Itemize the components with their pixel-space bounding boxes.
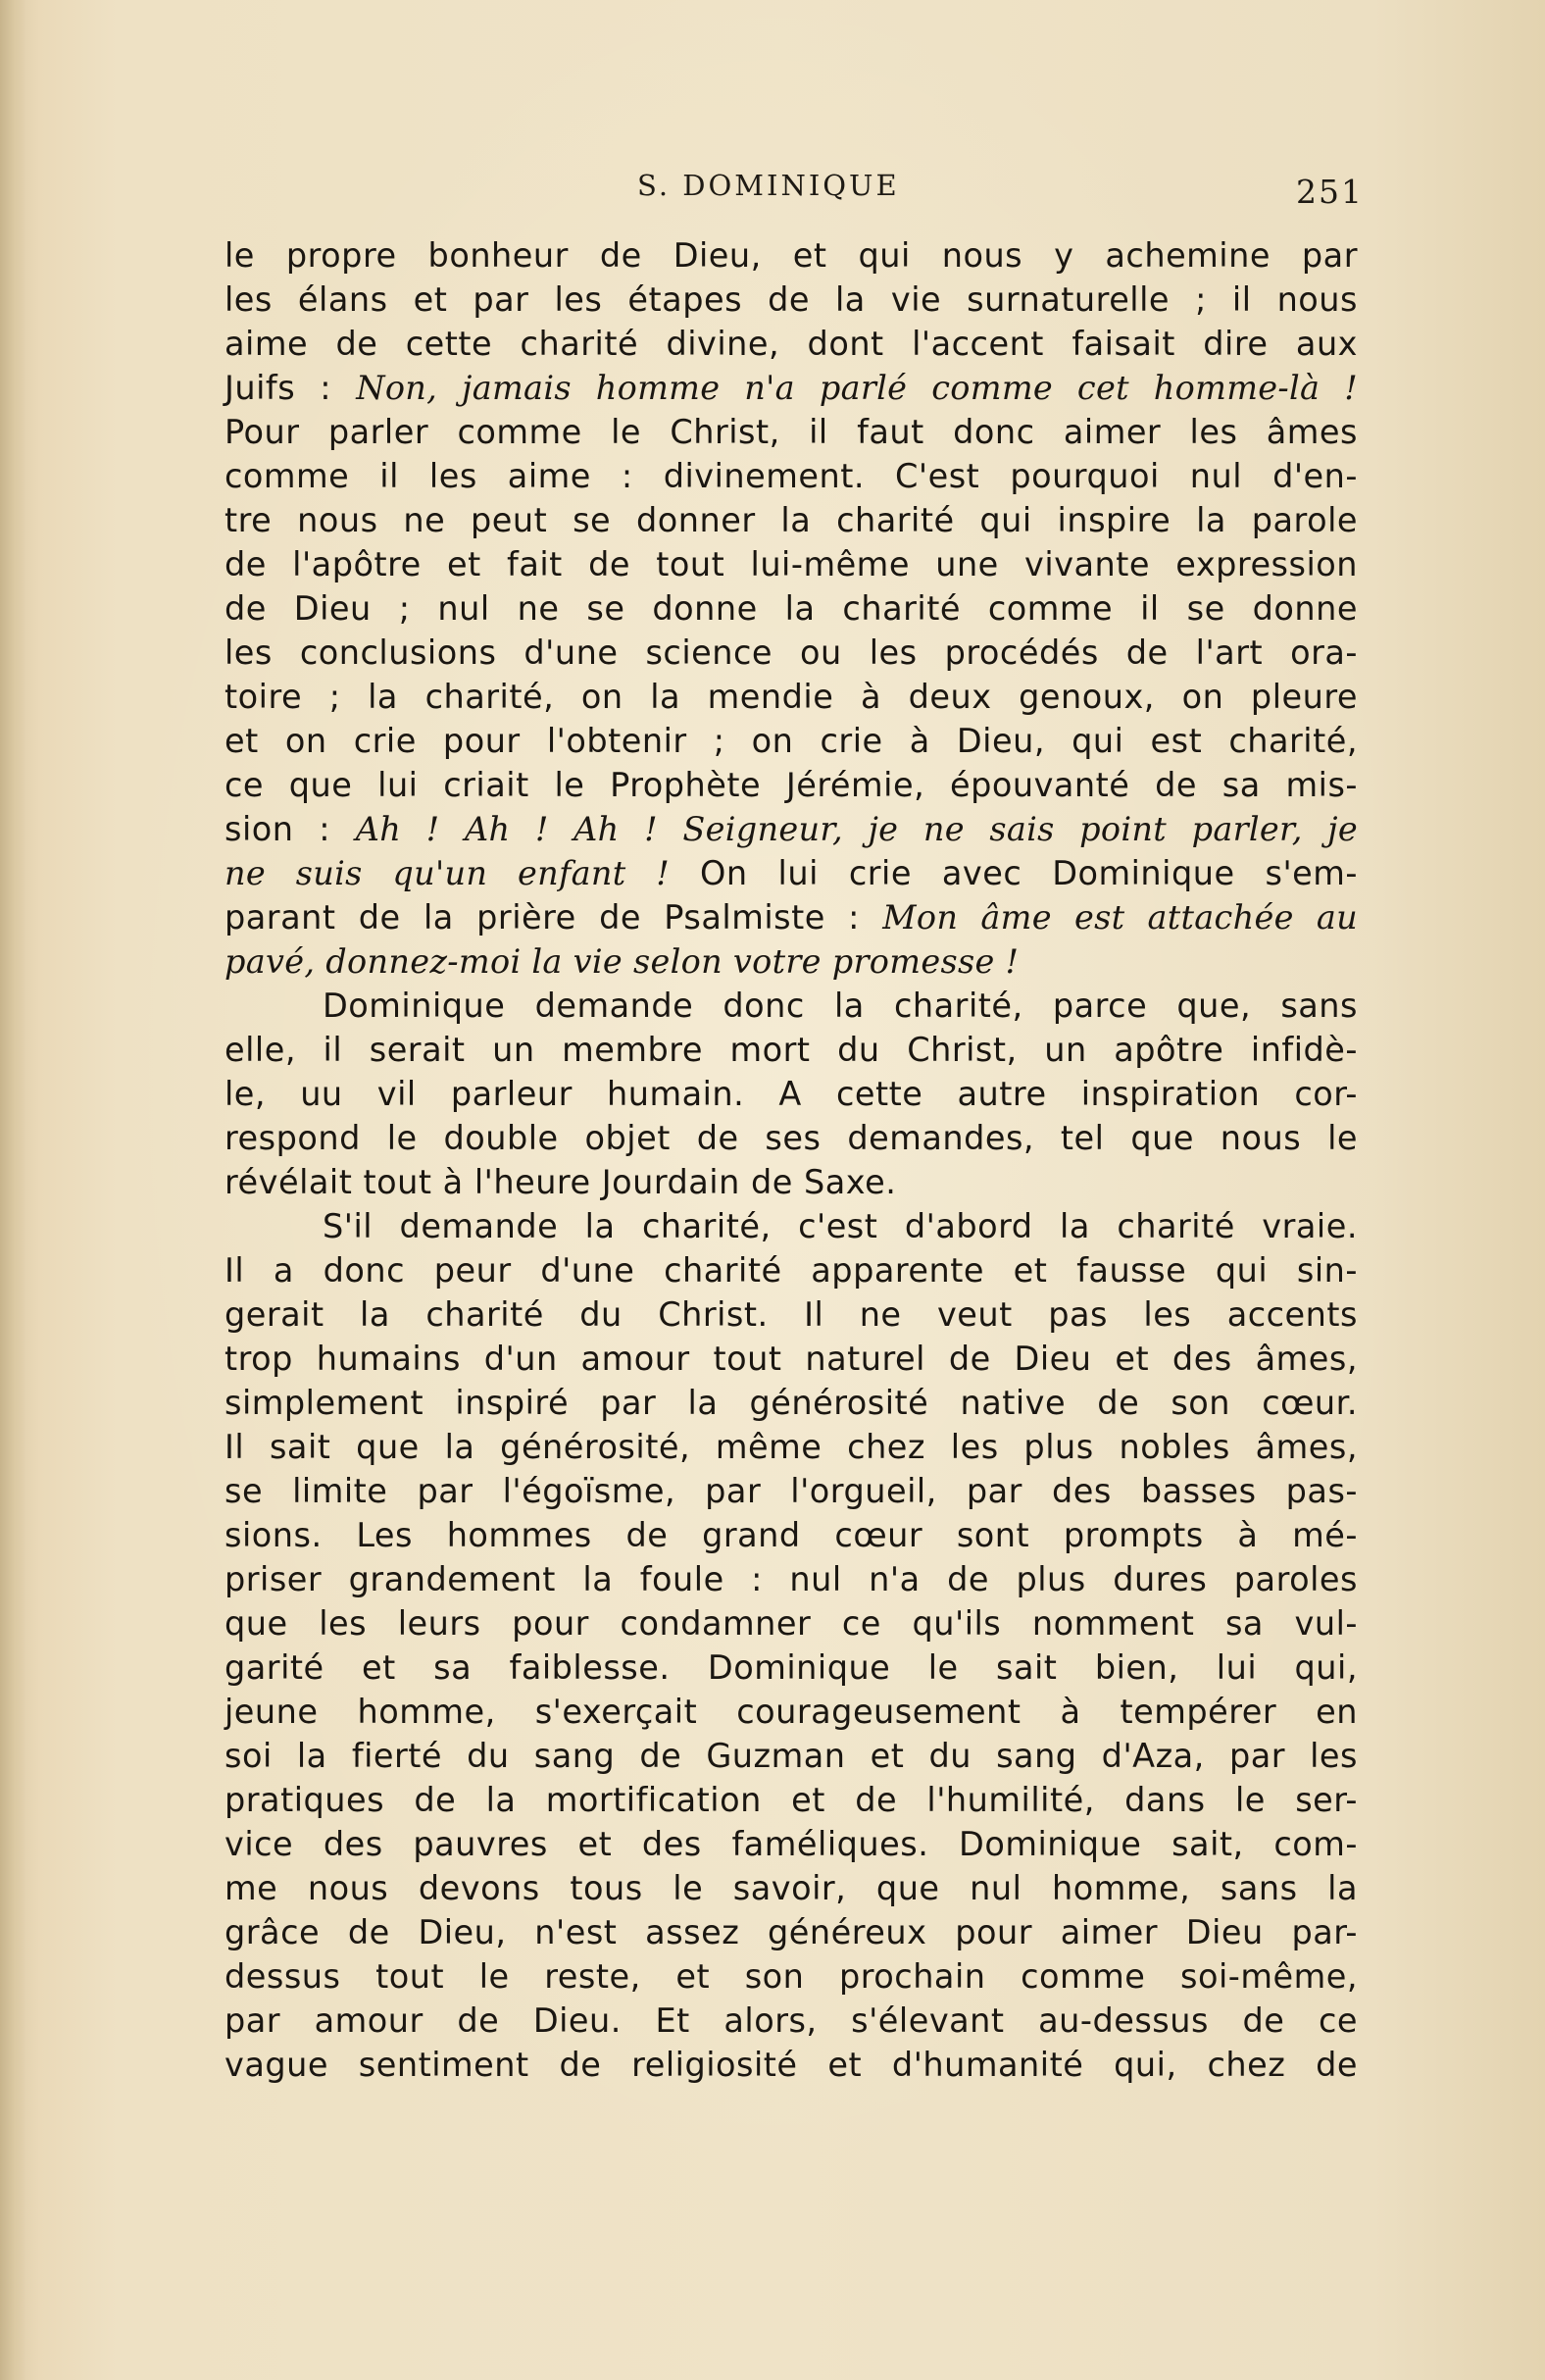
text-line: Il a donc peur d'une charité apparente et fausse qui sin- [224, 1251, 1358, 1290]
text-line: dessus tout le reste, et son prochain comme soi-même, [224, 1957, 1358, 1996]
text-line: simplement inspiré par la générosité native de son cœur. [224, 1384, 1358, 1422]
text-line: de l'apôtre et fait de tout lui-même une vivante expression [224, 545, 1358, 583]
text-line: que les leurs pour condamner ce qu'ils nomment sa vul- [224, 1604, 1358, 1643]
text-line: trop humains d'un amour tout naturel de Dieu et des âmes, [224, 1340, 1358, 1378]
text-span: sion : [224, 810, 356, 848]
text-line [224, 366, 1358, 410]
text-line: sions. Les hommes de grand cœur sont prompts à mé- [224, 1516, 1358, 1554]
text-line: jeune homme, s'exerçait courageusement à tempérer en [224, 1693, 1358, 1731]
text-line: de Dieu ; nul ne se donne la charité comme il se donne [224, 589, 1358, 628]
text-line: aime de cette charité divine, dont l'accent faisait dire aux [224, 325, 1358, 363]
italic-quotation: pavé, donnez-moi la vie selon votre promesse ! [224, 942, 1020, 981]
text-line: gerait la charité du Christ. Il ne veut pas les accents [224, 1295, 1358, 1334]
text-line: priser grandement la foule : nul n'a de plus dures paroles [224, 1560, 1358, 1598]
text-line [224, 895, 1358, 939]
italic-quotation: Ah ! Ah ! Ah ! Seigneur, je ne sais point parler, je [355, 810, 1358, 848]
text-line: Pour parler comme le Christ, il faut donc aimer les âmes [224, 413, 1358, 451]
text-line: ce que lui criait le Prophète Jérémie, épouvanté de sa mis- [224, 766, 1358, 804]
text-line [224, 939, 1358, 984]
text-line: se limite par l'égoïsme, par l'orgueil, par des basses pas- [224, 1472, 1358, 1510]
text-line: soi la fierté du sang de Guzman et du sang d'Aza, par les [224, 1737, 1358, 1775]
text-line: toire ; la charité, on la mendie à deux genoux, on pleure [224, 678, 1358, 716]
text-line: pratiques de la mortification et de l'humilité, dans le ser- [224, 1781, 1358, 1819]
text-line [224, 851, 1358, 895]
text-line: S'il demande la charité, c'est d'abord la charité vraie. [323, 1207, 1358, 1245]
text-line: me nous devons tous le savoir, que nul homme, sans la [224, 1869, 1358, 1907]
text-line: garité et sa faiblesse. Dominique le sait bien, lui qui, [224, 1648, 1358, 1687]
text-line: les élans et par les étapes de la vie surnaturelle ; il nous [224, 280, 1358, 319]
text-line: grâce de Dieu, n'est assez généreux pour aimer Dieu par- [224, 1913, 1358, 1951]
page-gutter-edge [0, 0, 25, 2380]
text-line: vague sentiment de religiosité et d'humanité qui, chez de [224, 2046, 1358, 2084]
text-line: le propre bonheur de Dieu, et qui nous y achemine par [224, 236, 1358, 275]
running-title: S. DOMINIQUE [637, 169, 900, 202]
text-line: et on crie pour l'obtenir ; on crie à Dieu, qui est charité, [224, 722, 1358, 760]
text-line [224, 807, 1358, 851]
text-line: le, uu vil parleur humain. A cette autre inspiration cor- [224, 1075, 1358, 1113]
text-line: par amour de Dieu. Et alors, s'élevant au-dessus de ce [224, 2001, 1358, 2040]
text-line: tre nous ne peut se donner la charité qui inspire la parole [224, 501, 1358, 539]
text-span: On lui crie avec Dominique s'em- [670, 854, 1358, 892]
text-line: respond le double objet de ses demandes, tel que nous le [224, 1119, 1358, 1157]
page-number: 251 [1296, 173, 1364, 211]
body-text [224, 233, 1358, 2087]
text-span: parant de la prière de Psalmiste : [224, 898, 883, 937]
italic-quotation: ne suis qu'un enfant ! [224, 854, 671, 892]
text-line: Il sait que la générosité, même chez les plus nobles âmes, [224, 1428, 1358, 1466]
italic-quotation: Mon âme est attachée au [882, 898, 1358, 937]
text-line: Dominique demande donc la charité, parce que, sans [323, 987, 1358, 1025]
text-line: vice des pauvres et des faméliques. Dominique sait, com- [224, 1825, 1358, 1863]
text-line: révélait tout à l'heure Jourdain de Saxe. [224, 1163, 897, 1201]
italic-quotation: Non, jamais homme n'a parlé comme cet homme-là ! [356, 369, 1358, 407]
text-line: elle, il serait un membre mort du Christ, un apôtre infidè- [224, 1031, 1358, 1069]
text-line: les conclusions d'une science ou les procédés de l'art ora- [224, 633, 1358, 672]
text-line: comme il les aime : divinement. C'est pourquoi nul d'en- [224, 457, 1358, 495]
text-span: Juifs : [224, 369, 357, 407]
running-header [0, 169, 1545, 211]
